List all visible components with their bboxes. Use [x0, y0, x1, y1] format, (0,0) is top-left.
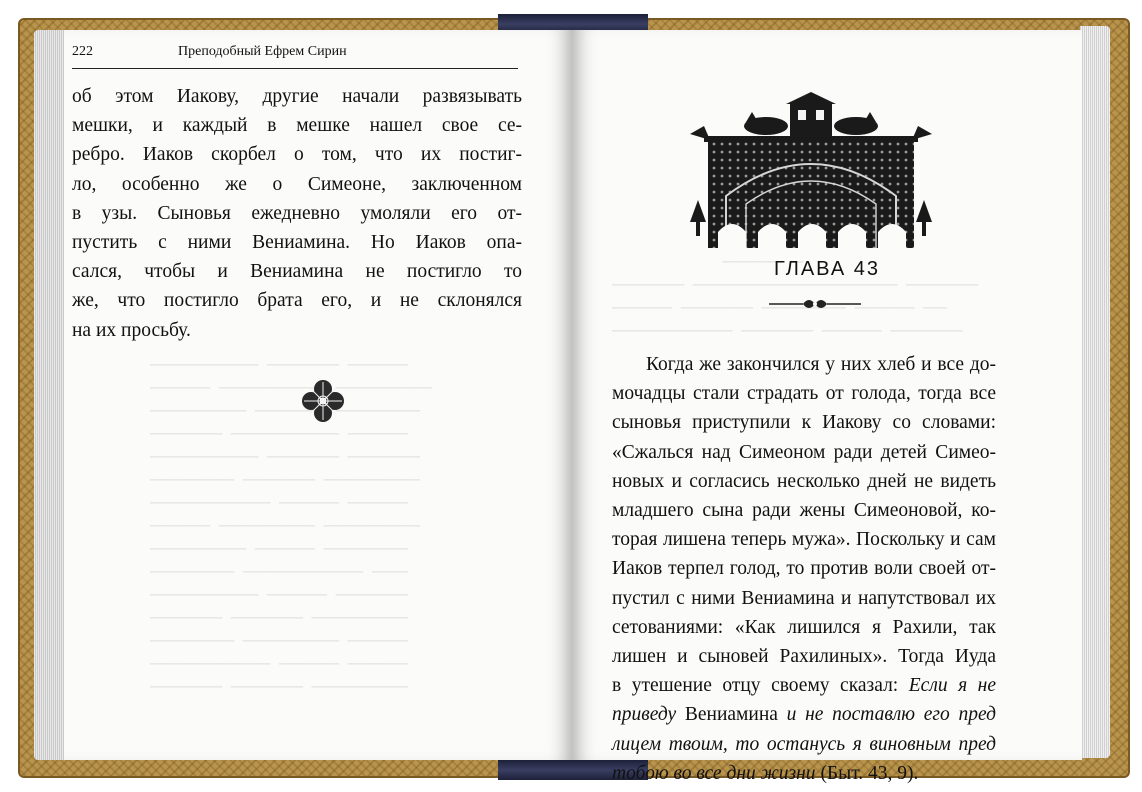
scripture-quote: лицем твоим, то останусь я виновным пред — [612, 733, 996, 755]
scripture-quote: и не поставлю его пред — [786, 704, 996, 726]
text-line: пустить с ними Вениамина. Но Иаков опа- — [72, 232, 522, 254]
scripture-reference: (Быт. 43, 9). — [815, 762, 919, 784]
chapter-title: ГЛАВА 43 — [774, 258, 880, 280]
text-line: сетованиями: «Как лишился я Рахили, так — [612, 616, 996, 638]
text-line: новых и согласись несколько дней не видеть — [612, 470, 996, 492]
text-line — [612, 671, 996, 700]
scripture-quote: Если я не — [908, 675, 996, 697]
text-line: в узы. Сыновья ежедневно умоляли его от- — [72, 202, 522, 224]
text-line: лишен и сыновей Рахилиных». Тогда Иуда — [612, 646, 996, 668]
chapter-headpiece-icon — [686, 92, 936, 250]
text-line: мешки, и каждый в мешке нашел свое се- — [72, 115, 522, 137]
page-edges-right — [1080, 26, 1110, 758]
page-edges-left — [34, 30, 68, 760]
left-page-body — [72, 82, 522, 345]
text-line: же, что постигло брата его, и не склонялся — [72, 290, 522, 312]
text-line: сыновья приступили к Иакову со словами: — [612, 412, 996, 434]
right-page-body — [612, 350, 996, 788]
text-line: младшего сына ради жены Симеоновой, ко- — [612, 500, 996, 522]
text-line: мочадцы стали страдать от голода, тогда все — [612, 383, 996, 405]
text-line: Когда же закончился у них хлеб и все до- — [646, 354, 996, 375]
text-line — [612, 730, 996, 759]
text-line: ло, особенно же о Симеоне, заключенном — [72, 173, 522, 195]
text-line: на их просьбу. — [72, 319, 191, 341]
text-line: об этом Иакову, другие начали развязывать — [72, 86, 522, 107]
running-title: Преподобный Ефрем Сирин — [178, 44, 347, 59]
text-line: «Сжалься над Симеоном ради детей Симео- — [612, 441, 996, 463]
text-span: Вениамина — [676, 704, 787, 726]
text-line: ребро. Иаков скорбел о том, что их постиг- — [72, 144, 522, 166]
text-line: торая лишена теперь мужа». Поскольку и сам — [612, 529, 996, 551]
text-line — [612, 759, 996, 788]
text-span: в утешение отцу своему сказал: — [612, 675, 909, 697]
rosette-ornament-icon — [300, 378, 346, 424]
header-rule — [72, 68, 518, 69]
text-line — [612, 700, 996, 729]
scripture-quote: приведу — [612, 704, 677, 726]
text-line: сался, чтобы и Вениамина не постигло то — [72, 261, 522, 283]
text-line: Иаков терпел голод, то против воли своей от- — [612, 558, 996, 580]
page-number: 222 — [72, 44, 93, 59]
scripture-quote: тобою во все дни жизни — [612, 762, 816, 784]
divider-ornament-icon — [765, 294, 865, 314]
text-line: пустил с ними Вениамина и напутствовал их — [612, 587, 996, 609]
